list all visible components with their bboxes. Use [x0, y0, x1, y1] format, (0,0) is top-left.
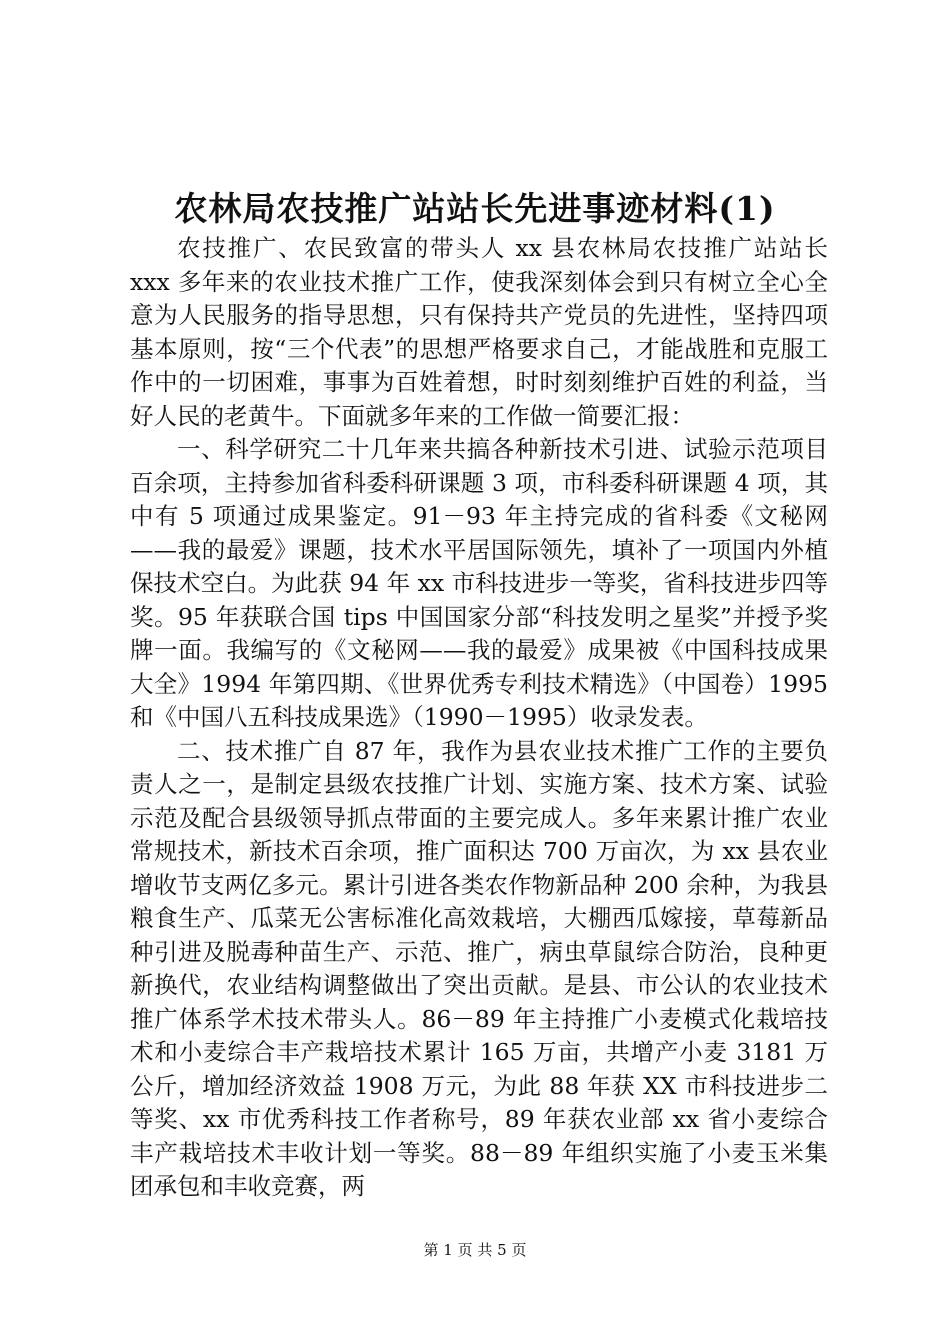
document-title: 农林局农技推广站站长先进事迹材料(1)	[174, 189, 776, 228]
page-number-footer: 第 1 页 共 5 页	[423, 1241, 527, 1259]
paragraph-promotion: 二、技术推广自 87 年，我作为县农业技术推广工作的主要负责人之一，是制定县级农技推广计划、实施方案、技术方案、试验示范及配合县级领导抓点带面的主要完成人。多年来累计推广农业常规技术，新技术百余项，推广面积达 700 万亩次，为 xx 县农业增收节支两亿多元。累计引进各类农作物新品种 200 余种，为我县粮食生产、瓜菜无公害标准化高效栽培，大棚西瓜嫁接，草莓新品种引进及脱毒种苗生产、示范、推广，病虫草鼠综合防治，良种更新换代，农业结构调整做出了突出贡献。是县、市公认的农业技术推广体系学术技术带头人。86－89 年主持推广小麦模式化栽培技术和小麦综合丰产栽培技术累计 165 万亩，共增产小麦 3181 万公斤，增加经济效益 1908 万元，为此 88 年获 XX 市科技进步二等奖、xx 市优秀科技工作者称号，89 年获农业部 xx 省小麦综合丰产栽培技术丰收计划一等奖。88－89 年组织实施了小麦玉米集团承包和丰收竞赛，两	[130, 736, 828, 1200]
paragraph-intro: 农技推广、农民致富的带头人 xx 县农林局农技推广站站长 xxx 多年来的农业技术推广工作，使我深刻体会到只有树立全心全意为人民服务的指导思想，只有保持共产党员的先进性，坚持四项基本原则，按“三个代表”的思想严格要求自己，才能战胜和克服工作中的一切困难，事事为百姓着想，时时刻刻维护百姓的利益，当好人民的老黄牛。下面就多年来的工作做一简要汇报：	[130, 234, 828, 430]
paragraph-research: 一、科学研究二十几年来共搞各种新技术引进、试验示范项目百余项，主持参加省科委科研课题 3 项，市科委科研课题 4 项，其中有 5 项通过成果鉴定。91－93 年主持完成的省科委《文秘网——我的最爱》课题，技术水平居国际领先，填补了一项国内外植保技术空白。为此获 94 年 xx 市科技进步一等奖，省科技进步四等奖。95 年获联合国 tips 中国国家分部“科技发明之星奖”并授予奖牌一面。我编写的《文秘网——我的最爱》成果被《中国科技成果大全》1994 年第四期、《世界优秀专利技术精选》（中国卷）1995 和《中国八五科技成果选》（1990－1995）收录发表。	[130, 435, 828, 731]
document-body	[130, 232, 828, 1204]
